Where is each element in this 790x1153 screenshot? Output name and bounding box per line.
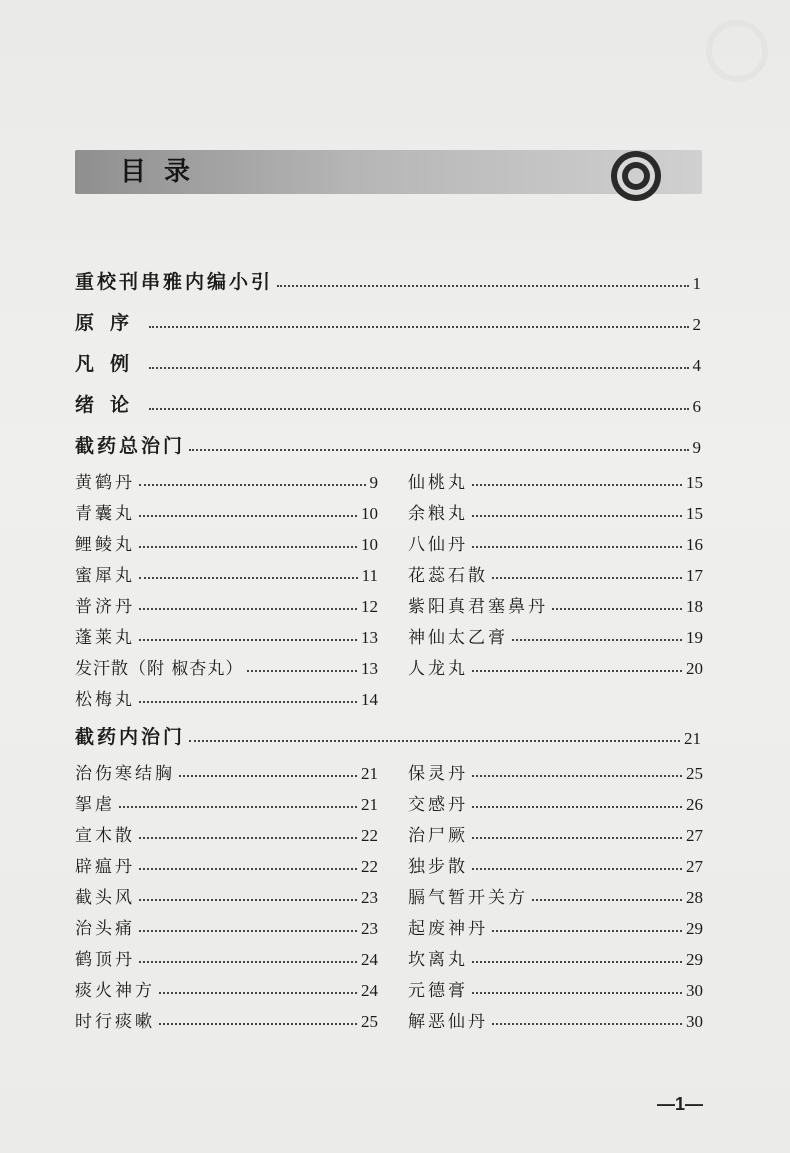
toc-item-page: 29 bbox=[686, 919, 703, 938]
toc-item-page: 14 bbox=[361, 690, 378, 709]
toc-item-label: 元德膏 bbox=[408, 981, 468, 1001]
toc-item[interactable] bbox=[408, 463, 703, 493]
toc-item[interactable] bbox=[408, 649, 703, 679]
toc-item[interactable] bbox=[75, 525, 378, 555]
toc-section-page: 1 bbox=[692, 274, 701, 293]
dot-leader bbox=[159, 992, 357, 994]
toc-item-label: 余粮丸 bbox=[408, 504, 468, 524]
toc-item-page: 25 bbox=[686, 764, 703, 783]
dot-leader bbox=[149, 326, 688, 328]
toc-section-label: 原序 bbox=[75, 312, 146, 334]
dot-leader bbox=[139, 515, 357, 517]
toc-item-label: 截头风 bbox=[75, 888, 135, 908]
toc-item-label: 鹤顶丹 bbox=[75, 950, 135, 970]
toc-item[interactable] bbox=[408, 878, 703, 908]
toc-item-page: 17 bbox=[686, 566, 703, 585]
toc-item[interactable] bbox=[408, 754, 703, 784]
toc-item-page: 13 bbox=[361, 659, 378, 678]
dot-leader bbox=[472, 515, 682, 517]
toc-item[interactable] bbox=[408, 909, 703, 939]
dot-leader bbox=[492, 930, 682, 932]
toc-item-page: 9 bbox=[369, 473, 378, 492]
toc-item[interactable] bbox=[408, 940, 703, 970]
toc-item[interactable] bbox=[75, 556, 378, 586]
toc-item[interactable] bbox=[75, 618, 378, 648]
toc-item-label: 时行痰嗽 bbox=[75, 1012, 155, 1032]
toc-item-page: 11 bbox=[361, 566, 378, 585]
toc-item-label: 独步散 bbox=[408, 857, 468, 877]
toc-item-label: 紫阳真君塞鼻丹 bbox=[408, 597, 548, 617]
toc-item[interactable] bbox=[408, 525, 703, 555]
toc-item-label: 普济丹 bbox=[75, 597, 135, 617]
dot-leader bbox=[179, 775, 357, 777]
toc-item-page: 28 bbox=[686, 888, 703, 907]
toc-item[interactable] bbox=[75, 816, 378, 846]
toc-item[interactable] bbox=[75, 878, 378, 908]
toc-item-label: 蓬莱丸 bbox=[75, 628, 135, 648]
ring-ornament-icon bbox=[611, 151, 661, 201]
toc-item-label: 黄鹤丹 bbox=[75, 473, 135, 493]
toc-item-page: 21 bbox=[361, 795, 378, 814]
toc-item[interactable] bbox=[408, 847, 703, 877]
toc-item-page: 19 bbox=[686, 628, 703, 647]
dot-leader bbox=[472, 546, 682, 548]
toc-item-page: 13 bbox=[361, 628, 378, 647]
toc-item[interactable] bbox=[75, 754, 378, 784]
toc-item-page: 27 bbox=[686, 826, 703, 845]
toc-item-label: 松梅丸 bbox=[75, 690, 135, 710]
toc-item-label: 起废神丹 bbox=[408, 919, 488, 939]
toc-section-page: 6 bbox=[692, 397, 701, 416]
toc-item[interactable] bbox=[75, 494, 378, 524]
dot-leader bbox=[139, 484, 366, 486]
dot-leader bbox=[472, 837, 682, 839]
dot-leader bbox=[139, 639, 357, 641]
toc-item[interactable] bbox=[408, 816, 703, 846]
toc-item-label: 交感丹 bbox=[408, 795, 468, 815]
toc-item[interactable] bbox=[75, 785, 378, 815]
toc-item-page: 26 bbox=[686, 795, 703, 814]
toc-section[interactable] bbox=[75, 264, 701, 294]
toc-item-label: 治头痛 bbox=[75, 919, 135, 939]
toc-section[interactable] bbox=[75, 387, 701, 417]
toc-item-page: 15 bbox=[686, 473, 703, 492]
toc-item[interactable] bbox=[75, 463, 378, 493]
toc-item-page: 25 bbox=[361, 1012, 378, 1031]
toc-section-page: 21 bbox=[684, 729, 701, 748]
toc-section[interactable] bbox=[75, 305, 701, 335]
circle-ornament-icon bbox=[706, 20, 768, 82]
toc-item-page: 29 bbox=[686, 950, 703, 969]
toc-section[interactable] bbox=[75, 719, 701, 749]
toc-item-label: 解恶仙丹 bbox=[408, 1012, 488, 1032]
toc-section-label: 绪论 bbox=[75, 394, 146, 416]
dot-leader bbox=[119, 806, 357, 808]
dot-leader bbox=[247, 670, 357, 672]
dot-leader bbox=[472, 775, 682, 777]
dot-leader bbox=[532, 899, 682, 901]
toc-item-page: 10 bbox=[361, 504, 378, 523]
toc-item-page: 24 bbox=[361, 981, 378, 1000]
dot-leader bbox=[472, 670, 682, 672]
toc-item-page: 10 bbox=[361, 535, 378, 554]
toc-item[interactable] bbox=[75, 680, 378, 710]
toc-item[interactable] bbox=[408, 785, 703, 815]
dot-leader bbox=[139, 577, 358, 579]
toc-section-page: 4 bbox=[692, 356, 701, 375]
toc-item-label: 治尸厥 bbox=[408, 826, 468, 846]
toc-item-label: 蜜犀丸 bbox=[75, 566, 135, 586]
toc-item-page: 30 bbox=[686, 981, 703, 1000]
dot-leader bbox=[139, 930, 357, 932]
toc-item-page: 22 bbox=[361, 826, 378, 845]
dot-leader bbox=[139, 546, 357, 548]
toc-item-label: 人龙丸 bbox=[408, 659, 468, 679]
toc-item-label: 花蕊石散 bbox=[408, 566, 488, 586]
toc-item[interactable] bbox=[75, 971, 378, 1001]
toc-item-label: 挐虐 bbox=[75, 795, 115, 815]
toc-section-label: 截药内治门 bbox=[75, 726, 186, 748]
dot-leader bbox=[472, 806, 682, 808]
dot-leader bbox=[139, 837, 357, 839]
toc-item[interactable] bbox=[408, 556, 703, 586]
dot-leader bbox=[512, 639, 682, 641]
toc-item-label: 青囊丸 bbox=[75, 504, 135, 524]
toc-item-label: 痰火神方 bbox=[75, 981, 155, 1001]
toc-item[interactable] bbox=[75, 909, 378, 939]
toc-item-label: 膈气暂开关方 bbox=[408, 888, 528, 908]
dot-leader bbox=[149, 408, 688, 410]
toc-item-page: 30 bbox=[686, 1012, 703, 1031]
dot-leader bbox=[139, 961, 357, 963]
toc-item-page: 18 bbox=[686, 597, 703, 616]
toc-item[interactable] bbox=[75, 1002, 378, 1032]
toc-section-page: 2 bbox=[692, 315, 701, 334]
dot-leader bbox=[472, 961, 682, 963]
toc-item[interactable] bbox=[75, 847, 378, 877]
dot-leader bbox=[189, 449, 688, 451]
toc-item-page: 22 bbox=[361, 857, 378, 876]
toc-item[interactable] bbox=[408, 494, 703, 524]
toc-item-page: 15 bbox=[686, 504, 703, 523]
toc-item-label: 治伤寒结胸 bbox=[75, 764, 175, 784]
toc-item[interactable] bbox=[408, 1002, 703, 1032]
toc-item-page: 16 bbox=[686, 535, 703, 554]
toc-item-page: 23 bbox=[361, 888, 378, 907]
page-title: 目录 bbox=[120, 157, 209, 187]
dot-leader bbox=[472, 868, 682, 870]
toc-item-label: 仙桃丸 bbox=[408, 473, 468, 493]
dot-leader bbox=[139, 868, 357, 870]
toc-item-page: 27 bbox=[686, 857, 703, 876]
toc-item-label: 辟瘟丹 bbox=[75, 857, 135, 877]
dot-leader bbox=[492, 577, 682, 579]
dot-leader bbox=[277, 285, 688, 287]
toc-item-label: 保灵丹 bbox=[408, 764, 468, 784]
dot-leader bbox=[159, 1023, 357, 1025]
toc-item-label: 宣木散 bbox=[75, 826, 135, 846]
toc-item-page: 21 bbox=[361, 764, 378, 783]
dot-leader bbox=[139, 701, 357, 703]
toc-item[interactable] bbox=[408, 618, 703, 648]
toc-item-label: 鲤鲮丸 bbox=[75, 535, 135, 555]
dot-leader bbox=[189, 740, 680, 742]
toc-item-label: 发汗散（附 椒杏丸） bbox=[75, 659, 244, 679]
dot-leader bbox=[552, 608, 682, 610]
toc-section[interactable] bbox=[75, 428, 701, 458]
toc-item-page: 23 bbox=[361, 919, 378, 938]
toc-section[interactable] bbox=[75, 346, 701, 376]
dot-leader bbox=[139, 608, 357, 610]
dot-leader bbox=[472, 992, 682, 994]
toc-section-label: 凡例 bbox=[75, 353, 146, 375]
dot-leader bbox=[492, 1023, 682, 1025]
toc-item[interactable] bbox=[75, 587, 378, 617]
toc-section-page: 9 bbox=[692, 438, 701, 457]
dot-leader bbox=[139, 899, 357, 901]
toc-item-page: 24 bbox=[361, 950, 378, 969]
dot-leader bbox=[472, 484, 682, 486]
dot-leader bbox=[149, 367, 688, 369]
page-number: —1— bbox=[656, 1094, 703, 1114]
toc-item-page: 12 bbox=[361, 597, 378, 616]
toc-item-label: 神仙太乙膏 bbox=[408, 628, 508, 648]
toc-item[interactable] bbox=[75, 649, 378, 679]
toc-item-label: 八仙丹 bbox=[408, 535, 468, 555]
toc-item-label: 坎离丸 bbox=[408, 950, 468, 970]
toc-section-label: 截药总治门 bbox=[75, 435, 186, 457]
toc-item-page: 20 bbox=[686, 659, 703, 678]
toc-section-label: 重校刊串雅内编小引 bbox=[75, 271, 274, 293]
toc-item[interactable] bbox=[408, 587, 703, 617]
toc-item[interactable] bbox=[75, 940, 378, 970]
toc-item[interactable] bbox=[408, 971, 703, 1001]
